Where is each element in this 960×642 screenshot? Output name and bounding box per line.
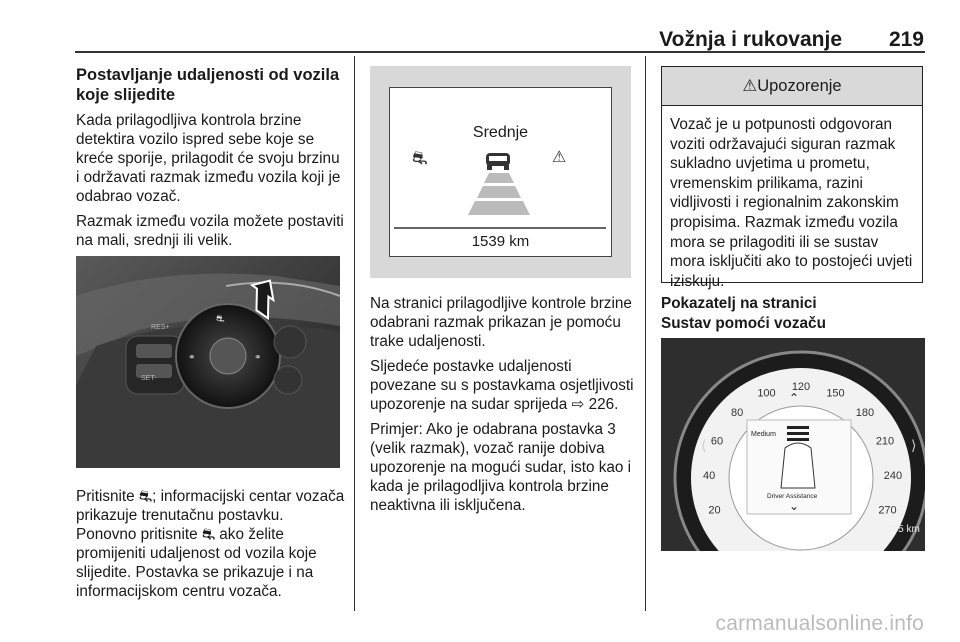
- driver-info-display: [389, 87, 612, 257]
- speed-tick-210: 210: [875, 435, 895, 448]
- running-header-title: Vožnja i rukovanje: [659, 28, 842, 51]
- res-button: [136, 344, 172, 358]
- column-1-top: [76, 66, 346, 256]
- distance-bar-segment-3: [468, 201, 530, 215]
- svg-text:⌃: ⌃: [789, 391, 800, 405]
- steering-wheel-photo: [76, 256, 340, 468]
- subsection-heading: [661, 294, 924, 333]
- instrument-cluster-photo: [661, 338, 925, 551]
- warning-box: [661, 66, 923, 290]
- speed-tick-270: 270: [878, 504, 897, 517]
- warning-title: ⚠Upozorenje: [662, 67, 922, 106]
- set-label: SET-: [141, 375, 157, 382]
- column-2-text: [370, 294, 635, 521]
- svg-text:⛐: ⛐: [216, 314, 225, 325]
- collision-alert-icon: ⚠: [552, 147, 567, 166]
- speed-tick-20: 20: [708, 504, 721, 517]
- paragraph: Pritisnite ⛐; informacijski centar vozača prikazuje trenutačnu postavku. Ponovno pritisnite ⛐ ako želite promijeniti udaljenost od vozila koje slijedite. Postavka se prikazuje i na informacijskom centru vozača.: [76, 488, 345, 600]
- distance-mode-label: Srednje: [472, 124, 529, 141]
- speed-tick-150: 150: [826, 387, 845, 400]
- svg-text:⟩: ⟩: [911, 438, 917, 454]
- column-1-bottom: [76, 487, 346, 607]
- column-divider-2: [645, 56, 646, 611]
- speed-tick-240: 240: [883, 469, 903, 482]
- steering-wheel-illustration: [76, 256, 340, 468]
- subheading-line-1: Pokazatelj na stranici: [661, 295, 817, 312]
- odometer-reading: 1539 km: [471, 233, 530, 250]
- speed-tick-180: 180: [855, 406, 875, 419]
- distance-bar-graphic: [390, 88, 610, 255]
- svg-text:⚭: ⚭: [254, 353, 262, 363]
- res-label: RES+: [151, 324, 170, 331]
- watermark: carmanualsonline.info: [715, 612, 924, 635]
- speed-tick-40: 40: [702, 469, 716, 482]
- svg-text:⟨: ⟨: [701, 438, 707, 454]
- subheading-line-2: Sustav pomoći vozaču: [661, 314, 826, 332]
- speedometer-illustration: [661, 338, 925, 551]
- display-figure: [370, 66, 631, 278]
- page-number: 219: [888, 28, 924, 51]
- odometer-label: 235 km: [887, 524, 920, 535]
- distance-bar-segment-1: [484, 173, 514, 183]
- warning-text: Vozač je u potpunosti odgovoran voziti održavajući siguran razmak sukladno uvjetima u prometu, vremenskim prilikama, razini vidljivosti i regionalnim zakonskim propisima. Razmak između vozila mora se prilagoditi ili se sustav mora isključiti ako to postojeći uvjeti iziskuju.: [670, 116, 913, 290]
- svg-text:⌄: ⌄: [789, 499, 800, 513]
- assist-title-label: Driver Assistance: [767, 493, 818, 500]
- column-divider-1: [354, 56, 355, 611]
- paragraph: Kada prilagodljiva kontrola brzine detektira vozilo ispred sebe koje se kreće sporije, prilagodit će svoju brzinu i održavati razmak između vozila koji je odabrao vozač.: [76, 112, 341, 205]
- paragraph: Na stranici prilagodljive kontrole brzine odabrani razmak prikazan je pomoću trake udaljenosti.: [370, 295, 632, 350]
- assist-mode-label: Medium: [751, 431, 776, 438]
- svg-text:⚭: ⚭: [188, 353, 196, 363]
- cruise-icon: ⛐: [412, 148, 428, 169]
- paragraph: Primjer: Ako je odabrana postavka 3 (velik razmak), vozač ranije dobiva upozorenje na mogući sudar, isto kao i kada je prilagodljiva kontrola brzine neaktivna ili isključena.: [370, 421, 632, 514]
- paragraph: Razmak između vozila možete postaviti na mali, srednji ili velik.: [76, 213, 344, 249]
- speed-tick-80: 80: [730, 406, 744, 419]
- speed-tick-120: 120: [791, 381, 811, 393]
- lead-vehicle-icon: [486, 153, 510, 170]
- paragraph: Sljedeće postavke udaljenosti povezane su s postavkama osjetljivosti upozorenje na sudar sprijeda ⇨ 226.: [370, 358, 634, 413]
- speed-tick-100: 100: [757, 387, 776, 400]
- section-heading: Postavljanje udaljenosti od vozila koje slijedite: [76, 66, 340, 104]
- speed-tick-60: 60: [710, 435, 724, 448]
- header-divider: [75, 51, 925, 53]
- distance-bar-segment-2: [477, 186, 521, 198]
